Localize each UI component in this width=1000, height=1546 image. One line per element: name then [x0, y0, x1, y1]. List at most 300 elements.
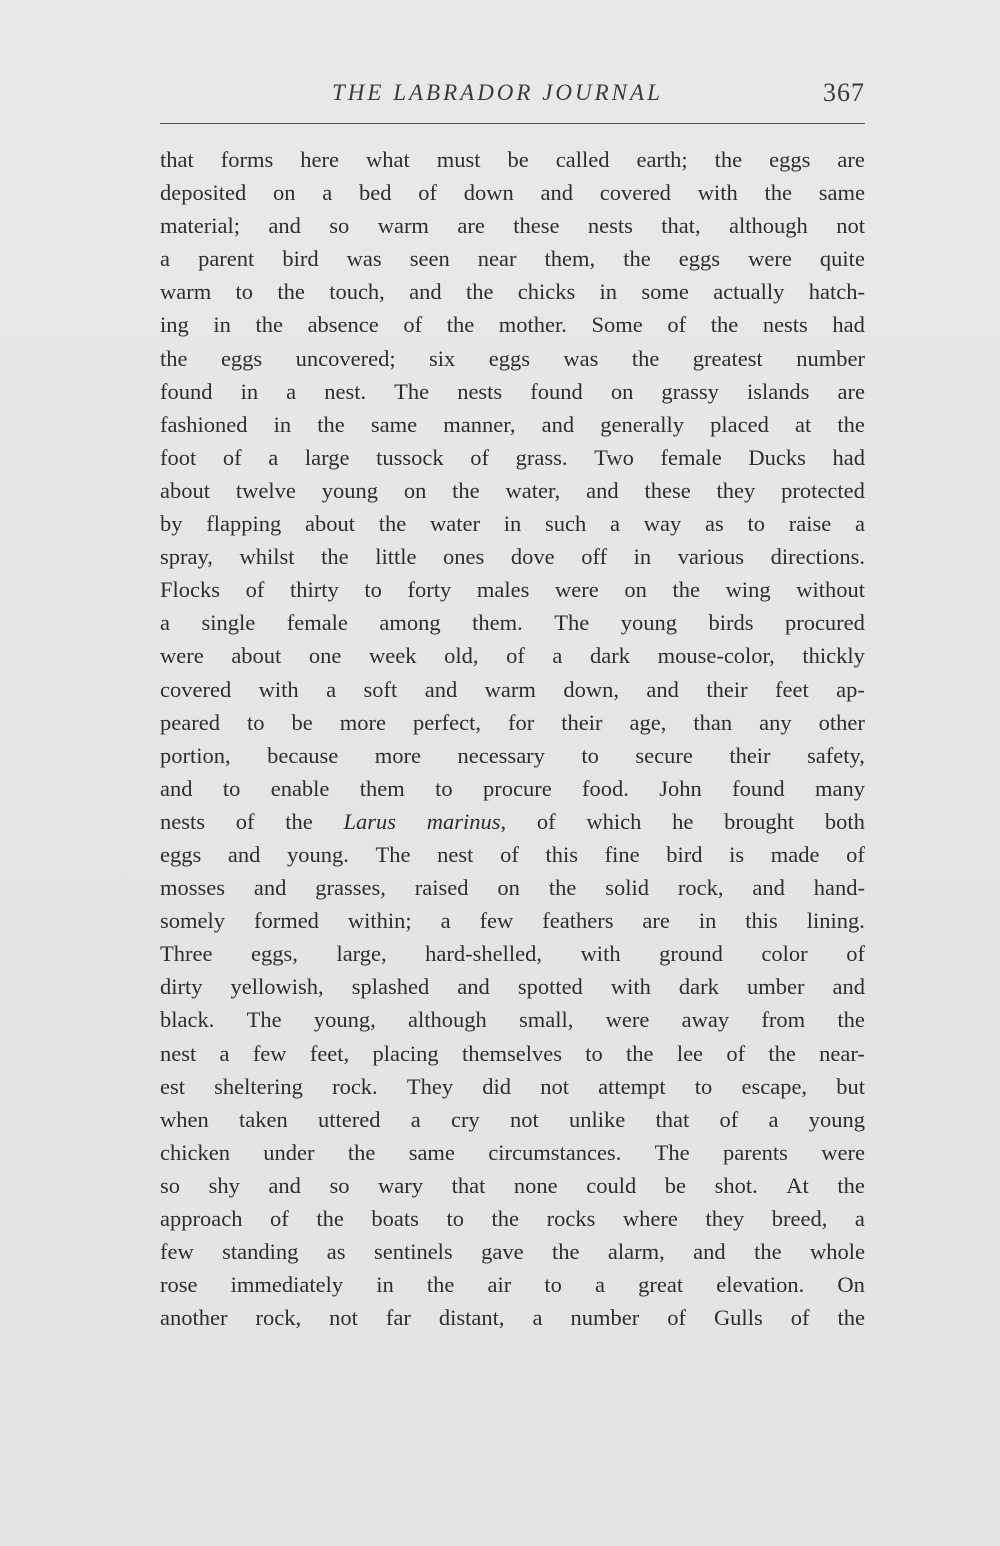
word: and [268, 1172, 301, 1198]
word: more [374, 742, 421, 768]
word: not [329, 1305, 358, 1331]
word: was [563, 345, 599, 371]
word: about [231, 643, 282, 669]
page-number: 367 [823, 78, 865, 107]
word: and [541, 411, 575, 437]
word: protected [781, 477, 865, 503]
word: the [255, 312, 283, 338]
word: solid [605, 875, 649, 901]
word: generally [600, 411, 684, 437]
word: feet [775, 676, 809, 702]
word: down, [563, 676, 619, 702]
word: the [626, 1040, 654, 1066]
word: so [329, 213, 350, 239]
text-line [160, 1037, 865, 1070]
word: this [745, 908, 778, 934]
word: away [681, 1007, 730, 1033]
word: large [304, 444, 350, 470]
word: of [500, 841, 519, 867]
word: rock, [255, 1305, 302, 1331]
word: none [513, 1172, 558, 1198]
word: on [272, 180, 296, 206]
word: peared [160, 709, 220, 735]
word: a [532, 1305, 543, 1331]
word: attempt [598, 1073, 666, 1099]
text-line [160, 474, 865, 507]
word: rose [160, 1272, 198, 1298]
word: found [530, 378, 583, 404]
word: in [213, 312, 231, 338]
word: elevation. [716, 1272, 805, 1298]
word: a [322, 180, 333, 206]
word: chicks [517, 279, 576, 305]
word: water [429, 511, 480, 537]
word: the [768, 1040, 796, 1066]
text-line [160, 772, 865, 805]
word: seen [409, 246, 450, 272]
word: with [697, 180, 738, 206]
word: the [277, 279, 305, 305]
word: a [440, 908, 451, 934]
word: so [329, 1172, 350, 1198]
word: far [385, 1305, 411, 1331]
word: The [654, 1139, 690, 1165]
text-line [160, 143, 865, 176]
word: and [540, 180, 573, 206]
word: the [321, 544, 349, 570]
word: them [359, 775, 405, 801]
word: any [759, 709, 792, 735]
word: the [672, 577, 700, 603]
word: to [544, 1272, 562, 1298]
text-line [160, 1169, 865, 1202]
text-line [160, 441, 865, 474]
word: number [796, 345, 865, 371]
word: they [705, 1206, 745, 1231]
text-line [160, 176, 865, 209]
word: is [729, 841, 745, 867]
word: Ducks [748, 444, 806, 470]
word: the [764, 180, 792, 206]
word: in [633, 544, 652, 570]
word: the [465, 279, 494, 305]
word: and [832, 974, 865, 1000]
text-line [160, 937, 865, 970]
text-line [160, 507, 865, 540]
word: are [457, 213, 485, 239]
word: yellowish, [230, 974, 324, 1000]
word: few [479, 908, 514, 934]
word: had [832, 312, 865, 338]
word: female [660, 444, 722, 470]
word: The [394, 378, 430, 404]
word: perfect, [412, 709, 482, 735]
word: taken [239, 1106, 288, 1132]
word: foot [160, 444, 197, 470]
word: a [552, 643, 563, 669]
word: formed [253, 908, 319, 934]
word: and [160, 775, 193, 801]
word: eggs [488, 345, 530, 371]
word: and [227, 841, 261, 867]
body-text [160, 143, 865, 1334]
word: old, [444, 643, 479, 669]
word: approach [160, 1206, 243, 1231]
word: water, [505, 477, 561, 503]
text-line [160, 1268, 865, 1301]
text-line [160, 209, 865, 242]
word: bird [282, 246, 319, 272]
text-line [160, 673, 865, 706]
word: of [270, 1206, 289, 1231]
word: in [599, 279, 618, 305]
word: to [222, 775, 241, 801]
journal-title: THE LABRADOR JOURNAL [332, 80, 663, 105]
word: few [252, 1040, 287, 1066]
word: what [365, 147, 410, 172]
word: wing [725, 577, 771, 603]
word: grassy [661, 378, 719, 404]
word: lining. [806, 908, 865, 934]
word: one [308, 643, 342, 669]
word: themselves [461, 1040, 562, 1066]
word: and [752, 875, 785, 901]
word: alarm, [607, 1239, 665, 1265]
word: nests [587, 213, 633, 239]
word: the [426, 1272, 455, 1298]
word: that [655, 1106, 690, 1132]
word: eggs [678, 246, 721, 272]
word: on [497, 875, 520, 901]
word: them. [472, 610, 523, 636]
word: not [836, 213, 865, 239]
word: same [408, 1139, 455, 1165]
word: a [160, 246, 170, 272]
word: of [536, 808, 556, 834]
word: from [761, 1007, 806, 1033]
word: their [706, 676, 748, 702]
word: to [364, 577, 382, 603]
word: a [268, 444, 279, 470]
word: of [790, 1305, 810, 1331]
header-rule [160, 123, 865, 124]
word: and [253, 875, 287, 901]
word: Some [591, 312, 643, 338]
word: thickly [802, 643, 865, 669]
word: of [719, 1106, 739, 1132]
word: unlike [568, 1106, 626, 1132]
word: of [403, 312, 423, 338]
word: On [837, 1272, 865, 1298]
word: same [818, 180, 865, 206]
word: hatch- [808, 279, 865, 305]
text-line [160, 408, 865, 441]
text-line [160, 606, 865, 639]
word: for [508, 709, 535, 735]
word: islands [746, 378, 810, 404]
word: as [326, 1239, 346, 1265]
word: the [160, 345, 188, 371]
word: dark [590, 643, 630, 669]
word: grass. [515, 444, 568, 470]
word: whole [809, 1239, 865, 1265]
word: six [429, 345, 456, 371]
word: way [643, 511, 682, 537]
word: raise [788, 511, 832, 537]
word: eggs [769, 147, 811, 172]
word: that, [661, 213, 701, 239]
word: rocks [546, 1206, 596, 1231]
word: placing [372, 1040, 439, 1066]
word: a [286, 378, 297, 404]
word: nest [160, 1040, 197, 1066]
word: dove [510, 544, 555, 570]
word: deposited [160, 180, 247, 206]
text-line [160, 1136, 865, 1169]
word: not [540, 1073, 569, 1099]
word: within; [347, 908, 412, 934]
word: shot. [714, 1172, 758, 1198]
word: without [796, 577, 865, 603]
word: when [160, 1106, 209, 1132]
text-line [160, 805, 865, 838]
text-line [160, 573, 865, 606]
word: thirty [290, 577, 339, 603]
word: enable [270, 775, 330, 801]
word: whilst [239, 544, 295, 570]
word: covered [160, 676, 232, 702]
word: the [631, 345, 660, 371]
word: marinus, [426, 808, 507, 834]
word: the [837, 1172, 865, 1198]
word: with [258, 676, 299, 702]
word: bed [358, 180, 392, 206]
word: twelve [235, 477, 296, 503]
word: down [463, 180, 514, 206]
word: The [554, 610, 590, 636]
word: the [446, 312, 475, 338]
word: rock, [677, 875, 724, 901]
word: grasses, [315, 875, 386, 901]
word: warm [484, 676, 536, 702]
word: wary [378, 1172, 424, 1198]
word: dirty [160, 974, 203, 1000]
word: week [369, 643, 417, 669]
word: breed, [771, 1206, 828, 1231]
word: must [436, 147, 481, 172]
word: are [642, 908, 670, 934]
word: a [219, 1040, 230, 1066]
word: lee [676, 1040, 704, 1066]
word: as [704, 511, 724, 537]
word: fashioned [160, 411, 248, 437]
word: of [667, 312, 687, 338]
word: At [786, 1172, 809, 1198]
word: manner, [443, 411, 516, 437]
word: great [638, 1272, 684, 1298]
word: parent [198, 246, 255, 272]
word: were [748, 246, 792, 272]
word: these [644, 477, 691, 503]
word: be [291, 709, 313, 735]
word: were [160, 643, 204, 669]
word: the [491, 1206, 520, 1231]
word: procured [784, 610, 865, 636]
word: in [273, 411, 292, 437]
text-line [160, 308, 865, 341]
word: single [201, 610, 256, 636]
word: did [482, 1073, 512, 1099]
text-line [160, 342, 865, 375]
word: to [585, 1040, 603, 1066]
word: which [586, 808, 642, 834]
text-line [160, 639, 865, 672]
word: umber [746, 974, 805, 1000]
word: The [375, 841, 411, 867]
word: greatest [692, 345, 763, 371]
word: about [304, 511, 355, 537]
word: the [710, 312, 739, 338]
word: birds [708, 610, 754, 636]
word: nest. [324, 378, 367, 404]
word: and [646, 676, 679, 702]
word: the [552, 1239, 580, 1265]
word: spray, [160, 544, 213, 570]
word: on [403, 477, 427, 503]
word: a [768, 1106, 779, 1132]
word: fine [604, 841, 640, 867]
text-line [160, 540, 865, 573]
word: various [677, 544, 745, 570]
text-line [160, 1235, 865, 1268]
word: number [570, 1305, 640, 1331]
word: female [286, 610, 348, 636]
word: soft [363, 676, 398, 702]
word: and [457, 974, 490, 1000]
word: hand- [813, 875, 865, 901]
word: necessary [457, 742, 545, 768]
word: eggs [160, 841, 202, 867]
word: feathers [542, 908, 614, 934]
word: in [503, 511, 522, 537]
word: were [555, 577, 599, 603]
word: but [836, 1073, 865, 1099]
word: little [375, 544, 417, 570]
word: distant, [438, 1305, 505, 1331]
word: of [506, 643, 525, 669]
word: they [716, 477, 756, 503]
word: under [263, 1139, 315, 1165]
word: of [846, 941, 865, 967]
word: of [245, 577, 265, 603]
word: a [326, 676, 337, 702]
word: quite [819, 246, 865, 272]
word: found [732, 775, 785, 801]
word: and [268, 213, 301, 239]
text-line [160, 904, 865, 937]
word: the [317, 411, 345, 437]
word: where [622, 1206, 678, 1231]
text-line [160, 242, 865, 275]
word: are [837, 378, 865, 404]
word: The [246, 1007, 282, 1033]
word: other [818, 709, 865, 735]
word: in [698, 908, 717, 934]
word: circumstances. [488, 1139, 622, 1165]
word: brought [724, 808, 795, 834]
word: of [470, 444, 490, 470]
word: sentinels [373, 1239, 453, 1265]
word: that [451, 1172, 486, 1198]
word: somely [160, 908, 225, 934]
word: young [620, 610, 677, 636]
word: mosses [160, 875, 226, 901]
text-line [160, 739, 865, 772]
word: the [316, 1206, 344, 1231]
word: warm [377, 213, 429, 239]
word: color [761, 941, 808, 967]
word: made [770, 841, 820, 867]
word: mother. [498, 312, 567, 338]
word: John [659, 775, 702, 801]
text-line [160, 706, 865, 739]
word: boats [371, 1206, 419, 1231]
word: the [837, 1007, 865, 1033]
word: spotted [517, 974, 583, 1000]
word: was [346, 246, 382, 272]
word: a [854, 1206, 865, 1231]
word: parents [722, 1139, 788, 1165]
word: bird [666, 841, 703, 867]
word: Three [160, 941, 213, 967]
word: Gulls [713, 1305, 763, 1331]
word: warm [160, 279, 212, 305]
word: chicken [160, 1139, 230, 1165]
word: black. [160, 1007, 215, 1033]
word: to [694, 1073, 713, 1099]
word: a [854, 511, 865, 537]
word: had [832, 444, 865, 470]
word: safety, [807, 742, 865, 768]
word: escape, [741, 1073, 808, 1099]
word: procure [482, 775, 552, 801]
text-line [160, 1070, 865, 1103]
text-line [160, 1003, 865, 1036]
word: large, [336, 941, 387, 967]
word: portion, [160, 742, 231, 768]
word: nests [457, 378, 503, 404]
word: uncovered; [295, 345, 396, 371]
word: nests [160, 808, 205, 834]
word: to [246, 709, 265, 735]
word: ap- [836, 676, 865, 702]
word: the [378, 511, 407, 537]
word: eggs [220, 345, 263, 371]
word: the [623, 246, 651, 272]
word: although [729, 213, 808, 239]
word: to [581, 742, 599, 768]
word: splashed [351, 974, 430, 1000]
word: many [814, 775, 865, 801]
word: both [824, 808, 865, 834]
word: ing [160, 312, 189, 338]
word: be [664, 1172, 687, 1198]
word: feet, [309, 1040, 350, 1066]
text-line [160, 871, 865, 904]
running-head [160, 76, 865, 116]
word: age, [629, 709, 667, 735]
word: same [370, 411, 418, 437]
